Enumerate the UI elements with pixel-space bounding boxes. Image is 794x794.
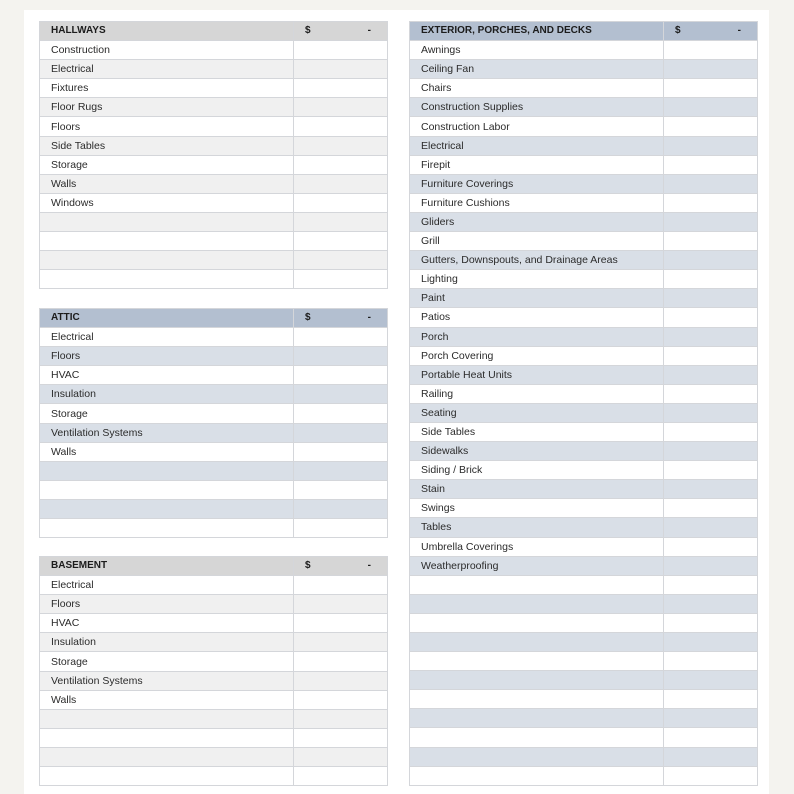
exterior-row (410, 480, 758, 499)
hallways-row (40, 98, 388, 117)
exterior-item-label[interactable]: Siding / Brick (410, 461, 664, 480)
exterior-item-amount[interactable] (664, 633, 758, 652)
exterior-item-label[interactable]: Electrical (410, 136, 664, 155)
exterior-row (410, 633, 758, 652)
hallways-item-amount[interactable] (294, 251, 388, 270)
attic-row (40, 423, 388, 442)
hallways-item-amount[interactable] (294, 79, 388, 98)
exterior-item-amount[interactable] (664, 537, 758, 556)
hallways-row (40, 232, 388, 251)
basement-row (40, 767, 388, 786)
hallways-row (40, 174, 388, 193)
basement-row (40, 633, 388, 652)
exterior-item-label[interactable] (410, 709, 664, 728)
exterior-item-label[interactable] (410, 613, 664, 632)
exterior-item-label[interactable]: Chairs (410, 79, 664, 98)
exterior-item-label[interactable] (410, 671, 664, 690)
exterior-item-amount[interactable] (664, 671, 758, 690)
exterior-item-label[interactable]: Awnings (410, 41, 664, 60)
exterior-row (410, 613, 758, 632)
attic-row (40, 404, 388, 423)
exterior-item-label[interactable]: Seating (410, 403, 664, 422)
hallways-item-amount[interactable] (294, 270, 388, 289)
exterior-item-label[interactable]: Railing (410, 384, 664, 403)
exterior-item-label[interactable]: Patios (410, 308, 664, 327)
exterior-row (410, 327, 758, 346)
hallways-row (40, 270, 388, 289)
hallways-row (40, 155, 388, 174)
hallways-item-amount[interactable] (294, 193, 388, 212)
exterior-item-amount[interactable] (664, 728, 758, 747)
hallways-item-amount[interactable] (294, 136, 388, 155)
exterior-row (410, 79, 758, 98)
exterior-item-label[interactable]: Tables (410, 518, 664, 537)
attic-item-amount[interactable] (294, 480, 388, 499)
exterior-item-amount[interactable] (664, 403, 758, 422)
exterior-item-amount[interactable] (664, 766, 758, 785)
attic-item-amount[interactable] (294, 442, 388, 461)
basement-item-amount[interactable] (294, 709, 388, 728)
exterior-row (410, 98, 758, 117)
exterior-item-label[interactable] (410, 690, 664, 709)
attic-title: ATTIC (40, 309, 294, 328)
hallways-item-amount[interactable] (294, 212, 388, 231)
exterior-item-amount[interactable] (664, 365, 758, 384)
exterior-row (410, 652, 758, 671)
hallways-item-amount[interactable] (294, 232, 388, 251)
basement-row (40, 614, 388, 633)
basement-currency: $ (305, 560, 311, 572)
exterior-row (410, 499, 758, 518)
exterior-row (410, 461, 758, 480)
attic-item-amount[interactable] (294, 328, 388, 347)
exterior-row (410, 270, 758, 289)
attic-row (40, 499, 388, 518)
exterior-item-label[interactable] (410, 594, 664, 613)
exterior-item-label[interactable]: Swings (410, 499, 664, 518)
hallways-row (40, 60, 388, 79)
exterior-row (410, 728, 758, 747)
hallways-item-label[interactable] (40, 212, 294, 231)
exterior-row (410, 232, 758, 251)
basement-item-label[interactable]: Electrical (40, 576, 294, 595)
exterior-item-label[interactable]: Construction Labor (410, 117, 664, 136)
exterior-item-amount[interactable] (664, 79, 758, 98)
exterior-item-label[interactable]: Furniture Coverings (410, 174, 664, 193)
attic-item-label[interactable]: Ventilation Systems (40, 423, 294, 442)
hallways-row (40, 193, 388, 212)
attic-row (40, 366, 388, 385)
exterior-item-amount[interactable] (664, 136, 758, 155)
exterior-item-amount[interactable] (664, 346, 758, 365)
attic-item-amount[interactable] (294, 461, 388, 480)
basement-item-amount[interactable] (294, 690, 388, 709)
exterior-item-amount[interactable] (664, 690, 758, 709)
exterior-row (410, 212, 758, 231)
exterior-row (410, 193, 758, 212)
basement-item-amount[interactable] (294, 747, 388, 766)
hallways-item-amount[interactable] (294, 174, 388, 193)
basement-item-amount[interactable] (294, 652, 388, 671)
exterior-item-label[interactable]: Paint (410, 289, 664, 308)
exterior-item-amount[interactable] (664, 518, 758, 537)
hallways-item-amount[interactable] (294, 98, 388, 117)
exterior-total-cell (664, 22, 758, 41)
attic-currency: $ (305, 312, 311, 324)
exterior-item-label[interactable]: Firepit (410, 155, 664, 174)
exterior-item-label[interactable]: Grill (410, 232, 664, 251)
exterior-row (410, 60, 758, 79)
attic-row (40, 442, 388, 461)
basement-item-label[interactable]: Ventilation Systems (40, 671, 294, 690)
exterior-item-amount[interactable] (664, 308, 758, 327)
exterior-row (410, 136, 758, 155)
attic-item-label[interactable]: Electrical (40, 328, 294, 347)
exterior-item-amount[interactable] (664, 556, 758, 575)
exterior-header-row (410, 22, 758, 41)
exterior-item-amount[interactable] (664, 117, 758, 136)
exterior-item-amount[interactable] (664, 652, 758, 671)
exterior-item-label[interactable] (410, 766, 664, 785)
basement-row (40, 709, 388, 728)
hallways-table (39, 21, 388, 289)
exterior-item-label[interactable]: Porch Covering (410, 346, 664, 365)
exterior-title: EXTERIOR, PORCHES, AND DECKS (410, 22, 664, 41)
hallways-total-cell (294, 22, 388, 41)
basement-item-amount[interactable] (294, 671, 388, 690)
exterior-row (410, 289, 758, 308)
exterior-item-amount[interactable] (664, 594, 758, 613)
exterior-item-amount[interactable] (664, 613, 758, 632)
attic-row (40, 328, 388, 347)
attic-item-label[interactable] (40, 499, 294, 518)
basement-item-amount[interactable] (294, 595, 388, 614)
attic-total-cell (294, 309, 388, 328)
attic-item-amount[interactable] (294, 385, 388, 404)
attic-item-amount[interactable] (294, 404, 388, 423)
basement-row (40, 747, 388, 766)
basement-item-label[interactable] (40, 747, 294, 766)
hallways-item-label[interactable]: Windows (40, 193, 294, 212)
hallways-item-amount[interactable] (294, 155, 388, 174)
attic-item-amount[interactable] (294, 366, 388, 385)
attic-row (40, 385, 388, 404)
attic-item-label[interactable] (40, 519, 294, 538)
hallways-currency: $ (305, 25, 311, 37)
exterior-row (410, 308, 758, 327)
hallways-row (40, 251, 388, 270)
exterior-row (410, 155, 758, 174)
exterior-row (410, 403, 758, 422)
attic-item-label[interactable]: Storage (40, 404, 294, 423)
exterior-item-label[interactable]: Gliders (410, 212, 664, 231)
basement-row (40, 690, 388, 709)
attic-row (40, 480, 388, 499)
exterior-item-label[interactable]: Ceiling Fan (410, 60, 664, 79)
exterior-item-label[interactable] (410, 633, 664, 652)
hallways-item-label[interactable]: Floors (40, 117, 294, 136)
exterior-item-amount[interactable] (664, 232, 758, 251)
exterior-item-label[interactable]: Sidewalks (410, 442, 664, 461)
hallways-item-label[interactable]: Floor Rugs (40, 98, 294, 117)
exterior-item-amount[interactable] (664, 270, 758, 289)
hallways-item-label[interactable] (40, 251, 294, 270)
hallways-item-label[interactable] (40, 232, 294, 251)
exterior-item-amount[interactable] (664, 251, 758, 270)
exterior-row (410, 41, 758, 60)
hallways-row (40, 79, 388, 98)
attic-item-label[interactable]: HVAC (40, 366, 294, 385)
exterior-row (410, 518, 758, 537)
exterior-row (410, 384, 758, 403)
exterior-row (410, 690, 758, 709)
exterior-total: - (737, 25, 741, 36)
exterior-row (410, 709, 758, 728)
exterior-item-label[interactable]: Weatherproofing (410, 556, 664, 575)
exterior-item-label[interactable]: Gutters, Downspouts, and Drainage Areas (410, 251, 664, 270)
exterior-item-label[interactable]: Side Tables (410, 422, 664, 441)
hallways-item-label[interactable]: Walls (40, 174, 294, 193)
budget-sheet (24, 10, 769, 794)
attic-item-label[interactable] (40, 480, 294, 499)
hallways-item-label[interactable]: Fixtures (40, 79, 294, 98)
exterior-row (410, 594, 758, 613)
attic-row (40, 461, 388, 480)
exterior-row (410, 442, 758, 461)
attic-item-amount[interactable] (294, 347, 388, 366)
exterior-table (409, 21, 758, 786)
basement-total-cell (294, 557, 388, 576)
basement-table (39, 556, 388, 786)
attic-item-amount[interactable] (294, 499, 388, 518)
attic-item-amount[interactable] (294, 519, 388, 538)
basement-row (40, 728, 388, 747)
exterior-item-amount[interactable] (664, 461, 758, 480)
basement-item-label[interactable] (40, 728, 294, 747)
basement-item-label[interactable]: Storage (40, 652, 294, 671)
exterior-item-amount[interactable] (664, 384, 758, 403)
hallways-item-label[interactable]: Side Tables (40, 136, 294, 155)
basement-title: BASEMENT (40, 557, 294, 576)
basement-row (40, 652, 388, 671)
exterior-item-amount[interactable] (664, 193, 758, 212)
hallways-row (40, 117, 388, 136)
exterior-row (410, 422, 758, 441)
hallways-total: - (367, 25, 371, 36)
exterior-item-amount[interactable] (664, 499, 758, 518)
exterior-item-amount[interactable] (664, 289, 758, 308)
hallways-item-label[interactable]: Electrical (40, 60, 294, 79)
hallways-item-label[interactable]: Storage (40, 155, 294, 174)
exterior-row (410, 671, 758, 690)
hallways-item-amount[interactable] (294, 60, 388, 79)
exterior-item-amount[interactable] (664, 480, 758, 499)
exterior-item-label[interactable]: Umbrella Coverings (410, 537, 664, 556)
attic-item-label[interactable]: Walls (40, 442, 294, 461)
hallways-title: HALLWAYS (40, 22, 294, 41)
basement-item-label[interactable]: Walls (40, 690, 294, 709)
hallways-row (40, 41, 388, 60)
attic-row (40, 519, 388, 538)
exterior-item-label[interactable] (410, 652, 664, 671)
exterior-item-label[interactable] (410, 575, 664, 594)
exterior-row (410, 556, 758, 575)
attic-total: - (367, 312, 371, 323)
basement-item-amount[interactable] (294, 728, 388, 747)
exterior-item-amount[interactable] (664, 442, 758, 461)
hallways-item-label[interactable]: Construction (40, 41, 294, 60)
basement-item-amount[interactable] (294, 576, 388, 595)
exterior-row (410, 365, 758, 384)
hallways-row (40, 136, 388, 155)
exterior-item-amount[interactable] (664, 174, 758, 193)
exterior-item-label[interactable] (410, 728, 664, 747)
basement-item-label[interactable]: HVAC (40, 614, 294, 633)
hallways-row (40, 212, 388, 231)
basement-row (40, 671, 388, 690)
exterior-item-label[interactable] (410, 747, 664, 766)
exterior-item-amount[interactable] (664, 709, 758, 728)
exterior-item-label[interactable]: Stain (410, 480, 664, 499)
hallways-item-label[interactable] (40, 270, 294, 289)
exterior-item-amount[interactable] (664, 575, 758, 594)
exterior-row (410, 174, 758, 193)
exterior-row (410, 117, 758, 136)
exterior-item-amount[interactable] (664, 98, 758, 117)
hallways-item-amount[interactable] (294, 117, 388, 136)
exterior-row (410, 747, 758, 766)
exterior-item-label[interactable]: Lighting (410, 270, 664, 289)
exterior-row (410, 575, 758, 594)
attic-header-row (40, 309, 388, 328)
attic-table (39, 308, 388, 538)
exterior-item-label[interactable]: Construction Supplies (410, 98, 664, 117)
attic-item-label[interactable] (40, 461, 294, 480)
exterior-item-label[interactable]: Porch (410, 327, 664, 346)
basement-item-label[interactable] (40, 709, 294, 728)
exterior-item-amount[interactable] (664, 422, 758, 441)
basement-row (40, 576, 388, 595)
basement-item-label[interactable] (40, 767, 294, 786)
exterior-currency: $ (675, 25, 681, 37)
exterior-row (410, 251, 758, 270)
exterior-item-amount[interactable] (664, 212, 758, 231)
hallways-item-amount[interactable] (294, 41, 388, 60)
attic-item-label[interactable]: Floors (40, 347, 294, 366)
exterior-item-amount[interactable] (664, 747, 758, 766)
basement-total: - (367, 560, 371, 571)
attic-row (40, 347, 388, 366)
attic-item-label[interactable]: Insulation (40, 385, 294, 404)
exterior-item-amount[interactable] (664, 155, 758, 174)
basement-header-row (40, 557, 388, 576)
basement-row (40, 595, 388, 614)
basement-item-amount[interactable] (294, 614, 388, 633)
basement-item-amount[interactable] (294, 633, 388, 652)
exterior-item-amount[interactable] (664, 41, 758, 60)
exterior-item-label[interactable]: Furniture Cushions (410, 193, 664, 212)
attic-item-amount[interactable] (294, 423, 388, 442)
exterior-item-amount[interactable] (664, 60, 758, 79)
exterior-item-label[interactable]: Portable Heat Units (410, 365, 664, 384)
basement-item-amount[interactable] (294, 767, 388, 786)
exterior-item-amount[interactable] (664, 327, 758, 346)
hallways-header-row (40, 22, 388, 41)
basement-item-label[interactable]: Floors (40, 595, 294, 614)
exterior-row (410, 537, 758, 556)
exterior-row (410, 766, 758, 785)
exterior-row (410, 346, 758, 365)
basement-item-label[interactable]: Insulation (40, 633, 294, 652)
